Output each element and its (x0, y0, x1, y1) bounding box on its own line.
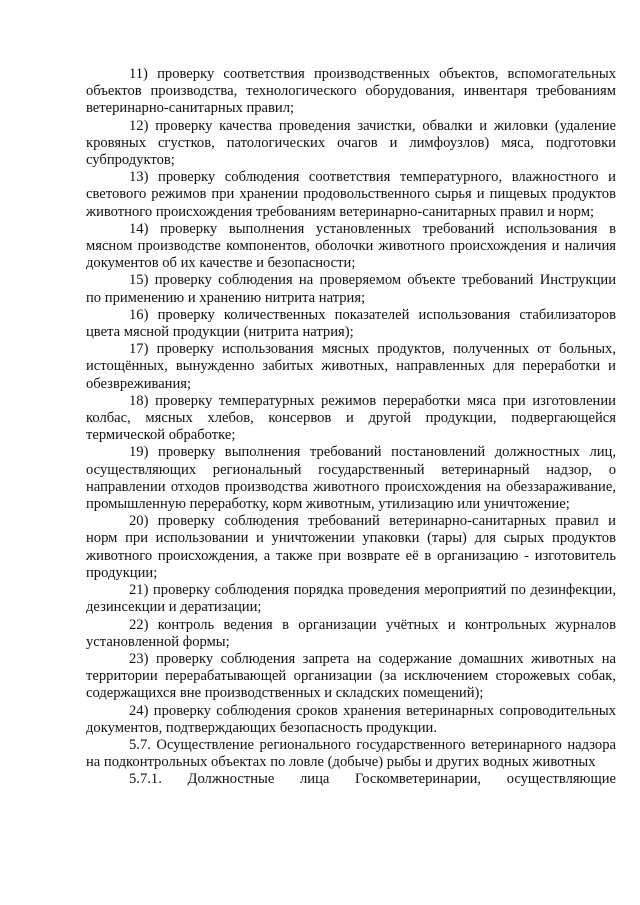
paragraph-item-12: 12) проверку качества проведения зачистки, обвалки и жиловки (удаление кровяных сгустков, патологических очагов и лимфоузлов) мяса, подготовки субпродуктов; (86, 117, 616, 169)
section-5-7-heading: 5.7. Осуществление регионального государственного ветеринарного надзора на подконтрольных объектах по ловле (добыче) рыбы и других водных животных (86, 736, 616, 771)
paragraph-item-19: 19) проверку выполнения требований постановлений должностных лиц, осуществляющих региональный государственный ветеринарный надзор, о направлении отходов производства животного происхождения на обеззараживание, промышленную переработку, корм животным, утилизацию или уничтожение; (86, 444, 616, 513)
paragraph-item-22: 22) контроль ведения в организации учётных и контрольных журналов установленной формы; (86, 616, 616, 650)
paragraph-item-17: 17) проверку использования мясных продуктов, полученных от больных, истощённых, вынужденно забитых животных, направленных для переработки и обезвреживания; (86, 341, 616, 392)
section-5-7-1-paragraph: 5.7.1. Должностные лица Госкомветеринарии, осуществляющие (129, 771, 616, 788)
paragraph-item-20: 20) проверку соблюдения требований ветеринарно-санитарных правил и норм при использовании и уничтожении упаковки (тары) для сырых продуктов животного происхождения, а также при возврате её в организацию - изготовитель продукции; (86, 513, 616, 581)
paragraph-item-21: 21) проверку соблюдения порядка проведения мероприятий по дезинфекции, дезинсекции и дератизации; (86, 582, 616, 616)
document-page (86, 66, 616, 789)
paragraph-item-14: 14) проверку выполнения установленных требований использования в мясном производстве компонентов, оболочки животного происхождения и наличия документов об их качестве и безопасности; (86, 220, 616, 272)
paragraph-item-16: 16) проверку количественных показателей использования стабилизаторов цвета мясной продукции (нитрита натрия); (86, 306, 616, 341)
paragraph-item-24: 24) проверку соблюдения сроков хранения ветеринарных сопроводительных документов, подтверждающих безопасность продукции. (86, 702, 616, 736)
paragraph-item-13: 13) проверку соблюдения соответствия температурного, влажностного и светового режимов при хранении продовольственного сырья и пищевых продуктов животного происхождения требованиям ветеринарно-санитарных правил и норм; (86, 169, 616, 220)
paragraph-item-23: 23) проверку соблюдения запрета на содержание домашних животных на территории перерабатывающей организации (за исключением сторожевых собак, содержащихся вне производственных и складских помещений); (86, 650, 616, 702)
paragraph-item-11: 11) проверку соответствия производственных объектов, вспомогательных объектов производства, технологического оборудования, инвентаря требованиям ветеринарно-санитарных правил; (86, 66, 616, 117)
paragraph-item-18: 18) проверку температурных режимов переработки мяса при изготовлении колбас, мясных хлебов, консервов и другой продукции, подвергающейся термической обработке; (86, 392, 616, 444)
paragraph-item-15: 15) проверку соблюдения на проверяемом объекте требований Инструкции по применению и хранению нитрита натрия; (86, 272, 616, 306)
